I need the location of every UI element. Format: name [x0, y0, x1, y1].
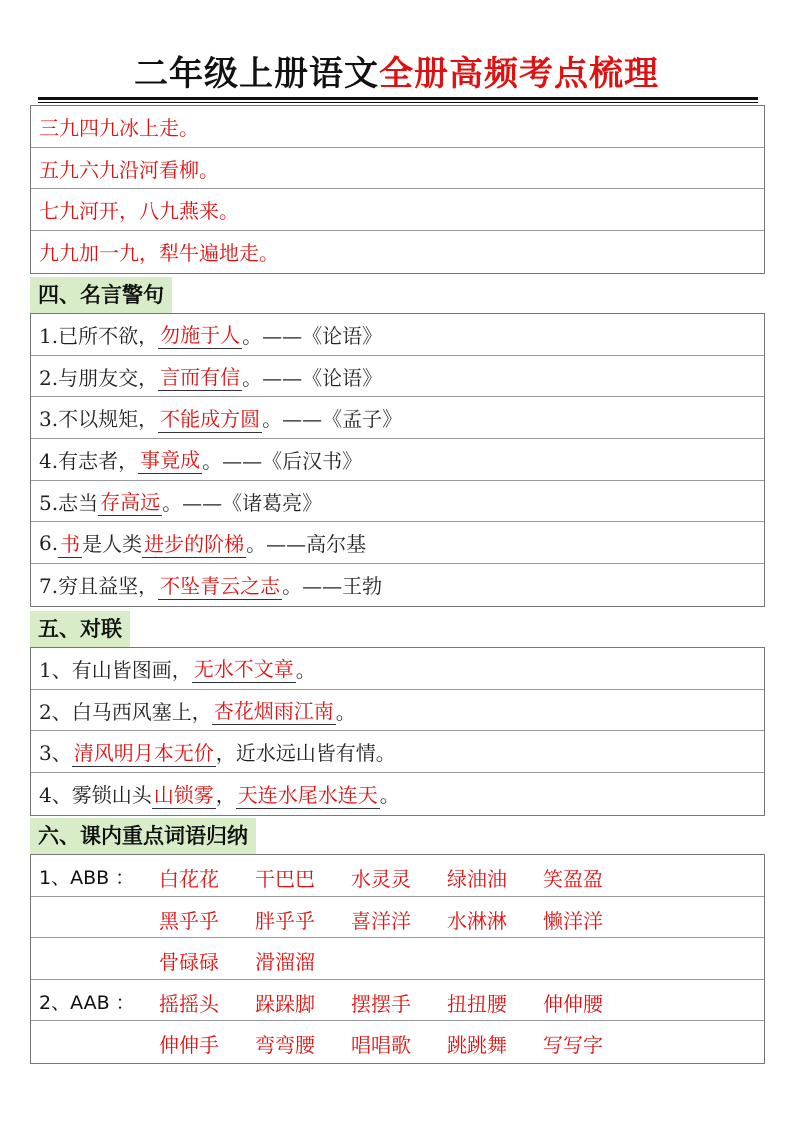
couplet-row — [31, 773, 764, 815]
couplet-answer: 无水不文章 — [192, 653, 296, 683]
couplets-table — [30, 647, 765, 816]
quote-row — [31, 564, 764, 606]
couplet-text: ，近水远山皆有情。 — [215, 741, 396, 766]
vocabulary-word: 白花花 — [159, 867, 219, 891]
vocabulary-word: 胖乎乎 — [255, 908, 315, 933]
quote-text: 6. — [39, 530, 59, 555]
quote-row — [31, 522, 764, 564]
couplet-answer: 杏花烟雨江南 — [212, 695, 336, 725]
vocabulary-word: 绿油油 — [447, 867, 507, 891]
quote-source: 。——《诸葛亮》 — [162, 490, 323, 515]
vocabulary-word: 跳跳舞 — [447, 1033, 507, 1058]
vocabulary-word: 弯弯腰 — [255, 1033, 315, 1058]
couplet-answer: 山锁雾 — [152, 779, 216, 809]
vocabulary-word: 滑溜溜 — [255, 950, 315, 975]
couplet-text: 。 — [335, 699, 356, 724]
couplet-answer: 清风明月本无价 — [72, 737, 216, 767]
quote-answer: 不能成方圆 — [158, 403, 262, 433]
couplet-text: 2、白马西风塞上， — [39, 699, 212, 724]
vocabulary-row — [31, 938, 764, 980]
couplet-row — [31, 690, 764, 732]
couplet-answer: 天连水尾水连天 — [236, 779, 380, 809]
vocabulary-pattern-label: 1、ABB ： — [39, 867, 135, 889]
quote-answer: 进步的阶梯 — [142, 528, 246, 558]
quote-source: 。——王勃 — [282, 574, 383, 599]
title-rule-thick — [38, 97, 758, 100]
title-rule-thin — [38, 102, 758, 103]
page-title — [0, 52, 793, 96]
vocabulary-table — [30, 854, 765, 1064]
couplet-text: 3、 — [39, 741, 72, 766]
quote-row — [31, 397, 764, 439]
section-heading-quotes: 四、名言警句 — [30, 277, 172, 313]
section-heading-couplets: 五、对联 — [30, 611, 130, 647]
quote-text: 2.与朋友交， — [39, 365, 159, 390]
couplet-text: ， — [215, 783, 236, 808]
quote-row — [31, 481, 764, 523]
quote-text: 3.不以规矩， — [39, 407, 159, 432]
title-black-part: 二年级上册语文 — [134, 54, 379, 94]
vocabulary-words — [159, 863, 639, 892]
quote-text: 7.穷且益坚， — [39, 574, 159, 599]
vocabulary-row — [31, 855, 764, 897]
vocabulary-word: 黑乎乎 — [159, 908, 219, 933]
quote-answer: 言而有信 — [158, 361, 242, 391]
proverbs-table — [30, 105, 765, 274]
quote-answer: 事竟成 — [138, 444, 202, 474]
vocabulary-row — [31, 980, 764, 1022]
couplet-row — [31, 648, 764, 690]
vocabulary-pattern-label: 2、AAB ： — [39, 991, 135, 1014]
quote-text: 1.已所不欲， — [39, 323, 159, 348]
vocabulary-words — [159, 1029, 639, 1058]
quote-row — [31, 439, 764, 481]
vocabulary-word: 水灵灵 — [351, 867, 411, 891]
vocabulary-word: 摇摇头 — [159, 991, 219, 1016]
vocabulary-word: 扭扭腰 — [447, 991, 507, 1016]
vocabulary-word: 唱唱歌 — [351, 1033, 411, 1058]
quote-answer: 勿施于人 — [158, 319, 242, 349]
vocabulary-word: 伸伸腰 — [543, 991, 603, 1016]
couplet-text: 。 — [295, 657, 316, 682]
quote-answer: 存高远 — [98, 486, 162, 516]
couplet-text: 。 — [379, 783, 400, 808]
proverb-row: 九九加一九，犁牛遍地走。 — [39, 241, 279, 266]
title-red-part: 全册高频考点梳理 — [379, 54, 659, 94]
quotes-table — [30, 313, 765, 607]
couplet-text: 1、有山皆图画， — [39, 657, 192, 682]
couplet-row — [31, 731, 764, 773]
quote-source: 。——《孟子》 — [262, 407, 403, 432]
quote-source: 。——《论语》 — [242, 365, 383, 390]
quote-text: 5.志当 — [39, 490, 99, 515]
quote-answer: 不坠青云之志 — [158, 570, 282, 600]
vocabulary-word: 摆摆手 — [351, 991, 411, 1016]
quote-answer: 书 — [58, 528, 82, 558]
vocabulary-row — [31, 897, 764, 939]
vocabulary-word: 笑盈盈 — [543, 867, 603, 891]
quote-source: 。——高尔基 — [246, 532, 367, 557]
vocabulary-word: 跺跺脚 — [255, 991, 315, 1016]
proverb-row: 五九六九沿河看柳。 — [31, 148, 764, 190]
vocabulary-word: 干巴巴 — [255, 867, 315, 891]
vocabulary-word: 喜洋洋 — [351, 908, 411, 933]
vocabulary-words — [159, 988, 639, 1017]
quote-row — [31, 314, 764, 356]
vocabulary-words — [159, 946, 351, 975]
quote-row — [31, 356, 764, 398]
quote-source: 。——《后汉书》 — [202, 448, 363, 473]
vocabulary-word: 伸伸手 — [159, 1033, 219, 1058]
vocabulary-word: 写写字 — [543, 1033, 603, 1058]
vocabulary-word: 水淋淋 — [447, 908, 507, 933]
section-heading-vocabulary: 六、课内重点词语归纳 — [30, 818, 256, 854]
vocabulary-words — [159, 905, 639, 934]
proverb-row: 三九四九冰上走。 — [31, 106, 764, 148]
quote-text: 4.有志者， — [39, 448, 139, 473]
vocabulary-word: 懒洋洋 — [543, 908, 603, 933]
vocabulary-row — [31, 1021, 764, 1063]
quote-source: 。——《论语》 — [242, 323, 383, 348]
vocabulary-word: 骨碌碌 — [159, 950, 219, 975]
couplet-text: 4、雾锁山头 — [39, 783, 152, 808]
quote-text: 是人类 — [82, 532, 143, 557]
proverb-row: 七九河开，八九燕来。 — [31, 189, 764, 231]
